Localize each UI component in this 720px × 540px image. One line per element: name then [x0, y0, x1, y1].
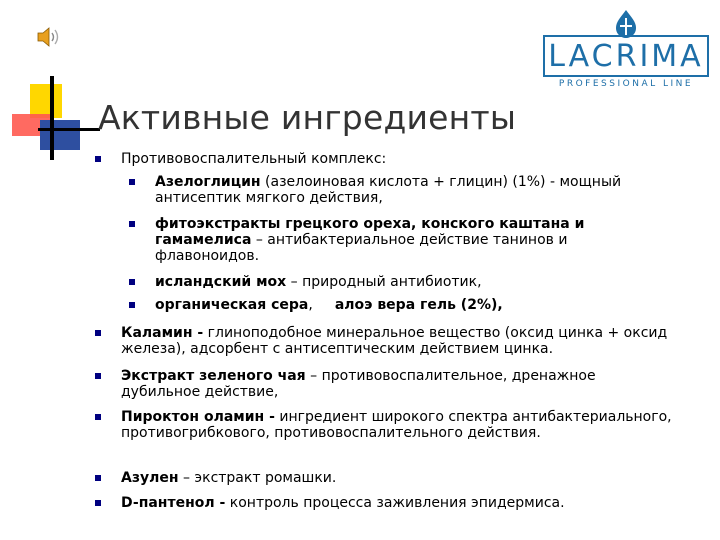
list-item-bold: Каламин - [121, 325, 204, 341]
list-item-text: (азелоиновая кислота + глицин) (1%) - мощный антисептик мягкого действия, [155, 174, 622, 206]
list-item [95, 325, 675, 357]
list-item-bold: Азелоглицин [155, 174, 261, 190]
bullet-square-icon [95, 156, 101, 162]
list-item-text: – природный антибиотик, [286, 274, 482, 290]
list-item [129, 297, 674, 313]
list-item-text: ингредиент широкого спектра антибактериального, противогрибкового, противовоспалительного действия. [121, 409, 672, 441]
list-item [95, 495, 675, 511]
logo-tagline-text: PROFESSIONAL LINE [558, 79, 694, 89]
list-item-text: – антибактериальное действие танинов и флавоноидов. [155, 232, 568, 264]
list-item-text: Противовоспалительный комплекс: [121, 151, 387, 167]
list-item-text: – экстракт ромашки. [178, 470, 337, 486]
list-item [95, 470, 675, 486]
list-item-bold: D-пантенол - [121, 495, 226, 511]
list-item-bold: Азулен [121, 470, 179, 486]
bullet-square-icon [129, 179, 135, 185]
bullet-square-icon [95, 414, 101, 420]
list-item-bold: Экстракт зеленого чая [121, 368, 306, 384]
list-item-bold: органическая сера [155, 297, 309, 313]
bullet-square-icon [95, 330, 101, 336]
list-item [95, 151, 675, 167]
bullet-square-icon [129, 302, 135, 308]
logo-brand-text: LACRIMA [548, 39, 704, 74]
bullet-square-icon [129, 221, 135, 227]
decorative-blocks [0, 0, 110, 170]
list-item-bold: фитоэкстракты грецкого ореха, конского каштана и гамамелиса [155, 216, 585, 248]
list-item [95, 368, 675, 400]
lacrima-logo [540, 6, 712, 90]
bullet-square-icon [95, 500, 101, 506]
slide-title: Активные ингредиенты [98, 98, 517, 137]
list-item-text: глиноподобное минеральное вещество (оксид цинка + оксид железа), адсорбент с антисептическим действием цинка. [121, 325, 668, 357]
bullet-square-icon [129, 279, 135, 285]
list-item [95, 409, 675, 441]
bullet-square-icon [95, 475, 101, 481]
list-item-text: , [308, 297, 313, 313]
list-item [129, 216, 674, 264]
list-item [129, 274, 674, 290]
list-item-text: – противовоспалительное, дренажное дубильное действие, [121, 368, 596, 400]
list-item-bold: Пироктон оламин - [121, 409, 275, 425]
list-item-bold: исландский мох [155, 274, 287, 290]
list-item-text: контроль процесса заживления эпидермиса. [225, 495, 565, 511]
list-item [129, 174, 674, 206]
bullet-square-icon [95, 373, 101, 379]
list-item-bold-2: алоэ вера гель (2%), [334, 297, 503, 313]
lacrima-logo-graphic [540, 6, 712, 90]
